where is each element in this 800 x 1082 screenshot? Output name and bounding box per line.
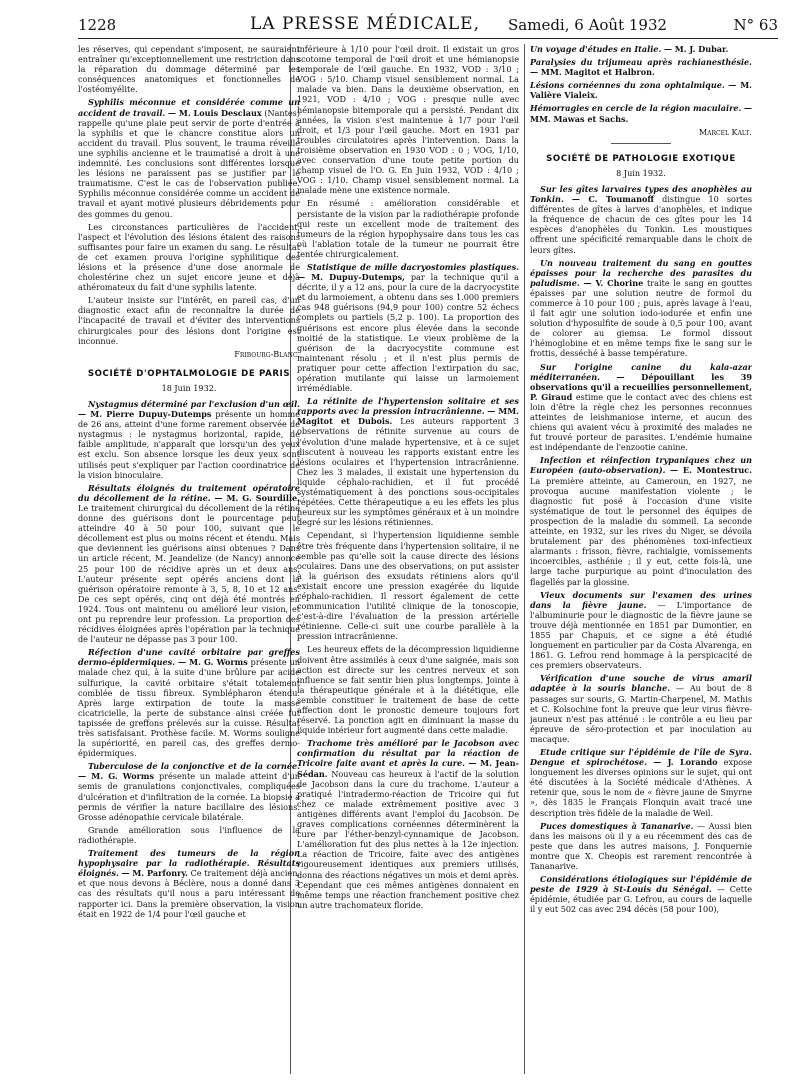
column-rule-2 xyxy=(524,44,525,1074)
article-virus-amaril xyxy=(530,673,752,744)
article-text: présente un malade chez qui, à la suite d'une brûlure par acide sulfurique, la cavité orbitaire s'était totalement comblée de tissu fibreux. Symblépharon étendu. Après large extirpation de toute la masse cicatricielle, la perte de substance ainsi créée fut tapissée de greffons prélevés sur la cuisse. Résultat très satisfaisant. Prothèse facile. M. Worms souligne la supériorité, en pareil cas, des greffes dermo-épidermiques. xyxy=(78,657,300,759)
article-paludisme xyxy=(530,258,752,359)
section-divider xyxy=(611,143,671,144)
paragraph: Les heureux effets de la décompression liquidienne doivent être assimilés à ceux d'une saignée, mais son action est directe sur les centres nerveux et son influence se fait sentir bien plus longtemps. Jointe à la thérapeutique générale et à la diététique, elle semble constituer le traitement de base de cette affection dont le pronostic demeure toujours fort réservé. La ponction agit en diminuant la masse du liquide intérieur fort augmenté dans cette maladie. xyxy=(297,644,519,736)
article-text: par la technique qu'il a décrite, il y a 12 ans, pour la cure de la dacryocystite et du larmoiement, a obtenu dans ses 1.000 premiers cas 948 guérisons (94,9 pour 100) contre 52 échecs complets ou partiels (5,2 p. 100). La proportion des guérisons est encore plus élevée dans la seconde moitié de la statistique. Le vieux problème de la guérison de la dacryocystite commune est maintenant résolu ; et il n'est plus permis de pratiquer pour cette affection l'extirpation du sac, opération mutilante qui laisse un larmoiement irrémédiable. xyxy=(297,272,519,394)
article-title: Tuberculose de la conjonctive et de la cornée. xyxy=(88,761,300,772)
article-trachome xyxy=(297,738,519,910)
item-title: Un voyage d'études en Italie. xyxy=(530,44,662,54)
column-3 xyxy=(530,44,752,1074)
article-retinite xyxy=(297,396,519,527)
article-author: — M. G. Sourdille. xyxy=(214,492,300,503)
page-number: 1228 xyxy=(78,16,117,34)
article-syra xyxy=(530,747,752,818)
issue-number: N° 63 xyxy=(733,16,778,34)
article-author: — M. Parfonry. xyxy=(121,868,188,879)
column-2 xyxy=(297,44,519,1074)
article-retine xyxy=(78,483,300,645)
article-nystagmus xyxy=(78,399,300,480)
article-title: Sur les gîtes larvaires types des anophèles au Tonkin. xyxy=(530,183,752,205)
article-title: Réfection d'une cavité orbitaire par greffes dermo-épidermiques. xyxy=(78,647,300,668)
article-text: présente un homme de 26 ans, atteint d'une forme rarement observée de nystagmus : le nystagmus horizontal, rapide, de faible amplitude, n'apparaît que lorsqu'un des yeux est exclu. Son absence lorsque les deux yeux sont utilisés peut s'expliquer par l'action coordinatrice de la vision binoculaire. xyxy=(78,409,300,480)
article-author: — C. Toumanoff xyxy=(571,194,654,205)
article-author: — V. Chorine xyxy=(583,277,644,288)
article-text: (Nantes) rappelle qu'une plaie peut servir de porte d'entrée à la syphilis et que le chancre constitue alors un accident du travail. Plus souvent, le trauma réveille une syphilis ancienne et le traumatisé a droit à une indemnité. Les conclusions sont différentes lorsque les lésions ne paraissent pas se justifier par le traumatisme. C'est le cas de l'observation publiée. Syphilis méconnue considérée comme un accident de travail et ayant motivé plusieurs débridements pour des gommes du genou. xyxy=(78,107,300,219)
article-trypaniques xyxy=(530,455,752,586)
article-text: Le traitement chirurgical du décollement de la rétine donne des guérisons dont le pourcentage peut atteindre 40 à 50 pour 100, suivant que le décollement est plus ou moins récent et étendu. Mais que deviennent les guérisons ainsi obtenues ? Dans un article récent, M. Jeandelize (de Nancy) annonce 25 pour 100 de récidive après un et deux ans. L'auteur présente sept opérés anciens dont la guérison opératoire remonte à 3, 5, 8, 10 et 12 ans. De ces sept opérés, cinq ont déjà été montrés en 1924. Tous ont maintenu ou amélioré leur vision, et ont pu reprendre leur profession. La proportion des récidives éloignées après l'opération par la technique de l'auteur ne dépasse pas 3 pour 100. xyxy=(78,502,300,645)
article-title: Infection et réinfection trypaniques chez un Européen (auto-observation). xyxy=(530,455,752,476)
article-text: La première atteinte, au Cameroun, en 1927, ne provoqua aucune manifestation violente ; le diagnostic fut posé à l'occasion d'une visite systématique de tout le personnel des équipes de prospection de la maladie du sommeil. La seconde atteinte, en 1932, sur les rives du Niger, se dévoila brutalement par des phénomènes toxi-infectieux alarmants : frisson, fièvre, rachialgie, vomissements incoercibles, asthénie ; il y eut, cette fois-là, une large tache purpurique au point d'inoculation des flagellés par la glossine. xyxy=(530,475,752,587)
article-text: Nouveau cas heureux à l'actif de la solution de Jacobson dans la cure du trachome. L'auteur a pratiqué l'intradermo-réaction de Tricoire qui fut chez ce malade extrêmement positive avec 3 antigènes différents avant l'emploi du Jacobson. De graves complications cornéennes déterminèrent la cure par l'éther-benzyl-cynnamique de Jacobson. L'amélioration fut des plus nettes à la 12e injection. La réaction de Tricoire, faite avec des antigènes rigoureusement identiques aux premiers utilisés, donna des réactions négatives un mois et demi après. Cependant que ces mêmes antigènes donnaient en même temps une réaction franchement positive chez un autre trachomateux floride. xyxy=(297,768,519,910)
article-text: Ce traitement déjà ancien, et que nous devons à Béclère, nous a donné dans 3 cas des résultats qu'il nous a paru intéressant de rapporter ici. Dans la première observation, la vision était en 1922 de 1/4 pour l'œil gauche et xyxy=(78,868,300,919)
item-title: Paralysies du trijumeau après rachianesthésie. xyxy=(530,57,752,68)
header-rule xyxy=(78,38,778,39)
paragraph: Grande amélioration sous l'influence de la radiothérapie. xyxy=(78,824,300,845)
communication-item xyxy=(530,103,752,123)
article-puces xyxy=(530,821,752,871)
communication-item xyxy=(530,57,752,77)
paragraph: En résumé : amélioration considérable et persistante de la vision par la radiothérapie profonde qui reste un excellent mode de traitement des tumeurs de la région hypophysaire dans tous les cas où l'ablation totale de la tumeur ne pourrait être tentée chirurgicalement. xyxy=(297,198,519,259)
item-author: — M. Valière Vialeix. xyxy=(530,80,752,101)
article-tuberculose xyxy=(78,761,300,822)
issue-date: Samedi, 6 Août 1932 xyxy=(508,16,668,34)
signature: Marcel Kalt. xyxy=(698,126,752,137)
article-text: — L'importance de l'albuminurie pour le diagnostic de la fièvre jaune se trouve déjà mentionnée en 1851 par Dumontier, en 1855 par Chapuis, et ce signe a été étudié longuement en particulier par da Costa Alvarenga, en 1861. G. Lefrou rend hommage à la perspicacité de ces premiers observateurs. xyxy=(530,599,752,671)
article-urines xyxy=(530,590,752,671)
paragraph: Les circonstances particulières de l'accident, l'aspect et l'évolution des lésions étaient des raisons suffisantes pour faire un examen du sang. Le résultat de cet examen prouva l'origine syphilitique des lésions et la présence d'une dose anormale de cholestérine chez un sujet encore jeune et déjà athéromateux du fait d'une syphilis latente. xyxy=(78,221,300,293)
page-header xyxy=(78,12,778,36)
article-title: Etude critique sur l'épidémie de l'île de Syra. Dengue et spirochétose. xyxy=(530,747,752,768)
article-peste xyxy=(530,874,752,914)
item-author: — MM. Mawas et Sachs. xyxy=(530,103,752,124)
article-author: — M. G. Worms xyxy=(78,771,155,782)
article-title: La rétinite de l'hypertension solitaire et ses rapports avec la pression intracrânienne. xyxy=(297,396,519,417)
article-text: estime que le contact avec des chiens est loin d'être la règle chez les personnes reconnues atteintes de leishmaniose interne, et aucun des chiens qui avaient vécu à proximité des malades ne fut trouvé porteur de parasites. L'endémie humaine est indépendante de l'enzootie canine. xyxy=(530,391,752,453)
section-date: 8 Juin 1932. xyxy=(616,167,666,178)
article-author: — J. Lorando xyxy=(653,757,718,768)
section-title: SOCIÉTÉ D'OPHTALMOLOGIE DE PARIS xyxy=(87,368,291,379)
article-anopheles xyxy=(530,184,752,255)
article-author: — M. Dupuy-Dutemps, xyxy=(297,272,405,283)
item-author: — M. J. Dubar. xyxy=(663,44,729,54)
article-text: distingue 10 sortes différentes de gîtes à larves d'anophèles, et indique la fréquence de chacun de ces gîtes pour les 14 espèces d'anophèles du Tonkin. Les moustiques offrent une spécificité remarquable dans le choix de leurs gîtes. xyxy=(530,194,752,255)
section-date: 18 Juin 1932. xyxy=(161,382,217,393)
article-kala-azar xyxy=(530,362,752,453)
item-title: Hémorragies en cercle de la région maculaire. xyxy=(530,103,742,114)
article-title: Vérification d'une souche de virus amaril adaptée à la souris blanche. xyxy=(530,673,752,694)
article-author: — E. Montestruc. xyxy=(670,465,752,476)
communication-item xyxy=(530,80,752,100)
paragraph: les réserves, qui cependant s'imposent, ne sauraient entraîner qu'exceptionnellement une restriction dans la réparation du dommage déterminé par les conséquences anatomiques et fonctionnelles de l'ostéomyélite. xyxy=(78,44,300,95)
item-author: — MM. Magitot et Halbron. xyxy=(530,67,655,78)
signature: Fribourg-Blanc. xyxy=(234,348,300,359)
article-title: Un nouveau traitement du sang en gouttes épaisses pour la recherche des parasites du paludisme. xyxy=(530,257,752,288)
article-author: — M. Louis Desclaux xyxy=(167,107,262,118)
article-title: Sur l'origine canine du kala-azar méditerranéen. xyxy=(530,361,752,382)
article-title: Considérations étiologiques sur l'épidémie de peste de 1929 à St-Louis du Sénégal. xyxy=(530,874,752,895)
article-title: Résultats éloignés du traitement opératoire du décollement de la rétine. xyxy=(78,482,300,503)
article-author: — MM. Magitot et Dubois. xyxy=(297,406,519,427)
article-title: Statistique de mille dacryostomies plastiques. xyxy=(307,261,519,272)
section-title: SOCIÉTÉ DE PATHOLOGIE EXOTIQUE xyxy=(546,153,736,164)
article-author: — M. G. Worms xyxy=(177,657,248,668)
item-title: Lésions cornéennes du zona ophtalmique. xyxy=(530,80,725,91)
journal-title: LA PRESSE MÉDICALE, xyxy=(250,14,480,34)
article-title: Syphilis méconnue et considérée comme un accident de travail. xyxy=(78,97,300,118)
article-text: traite le sang en gouttes épaisses par une solution neutre de formol du commerce à 10 pour 100 ; puis, après lavage à l'eau, il fait agir une solution iodo-iodurée et enfin une solution d'hyposulfite de soude à 0,5 pour 100, avant de colorer au giemsa. Le formol dissout l'hémoglobine et en même temps fixe le sang sur le frottis, desséché à basse température. xyxy=(530,277,752,359)
paragraph: L'auteur insiste sur l'intérêt, en pareil cas, d'un diagnostic exact afin de reconnaître la durée de l'incapacité de travail et d'éviter des interventions chirurgicales pour des lésions dont l'origine est inconnue. xyxy=(78,295,300,346)
article-title: Traitement des tumeurs de la région hypophysaire par la radiothérapie. Résultats éloignés. xyxy=(78,848,300,879)
article-syphilis xyxy=(78,97,300,218)
communication-item xyxy=(530,44,752,54)
article-text: — Aussi bien dans les maisons où il y a eu récemment des cas de peste que dans les autres maisons, J. Fonquernie montre que X. Cheopis est rarement rencontrée à Tananarive. xyxy=(530,820,752,872)
article-title: Trachome très amélioré par le Jacobson avec confirmation du résultat par la réaction de Tricoire faite avant et après la cure. xyxy=(297,738,519,769)
article-title: Puces domestiques à Tananarive. xyxy=(540,820,694,831)
article-author: — M. Pierre Dupuy-Dutemps xyxy=(78,409,212,420)
article-text: — Cette épidémie, étudiée par G. Lefrou, au cours de laquelle il y eut 502 cas avec 294 décès (58 pour 100), xyxy=(530,884,752,915)
column-1 xyxy=(78,44,300,1074)
article-text: — Au bout de 8 passages sur souris, G. Martin-Charpenel, M. Mathis et C. Kolsochine font la preuve que leur virus fièvre-jauneux n'est pas atténué : le contrôle a eu lieu par épreuve de séro-protection et par inoculation au macaque. xyxy=(530,683,752,744)
article-title: Vieux documents sur l'examen des urines dans la fièvre jaune. xyxy=(530,589,752,610)
article-title: Nystagmus déterminé par l'exclusion d'un œil. xyxy=(88,399,300,409)
article-orbite xyxy=(78,647,300,758)
article-hypophyse xyxy=(78,848,300,919)
article-author: — M. Jean-Sédan. xyxy=(297,758,519,779)
article-text: Les auteurs rapportent 3 observations de rétinite survenue au cours de l'évolution d'une malade hypertensive, et à ce sujet discutent à nouveau les rapports existant entre les lésions oculaires et l'hypertension intracrânienne. Chez les 3 malades, il existait une hypertension du liquide céphalo-rachidien, et il fut procédé systématiquement à des ponctions sous-occipitales répétées. Cette thérapeutique a eu les effets les plus heureux sur les symptômes généraux et à un moindre degré sur les lésions rétiniennes. xyxy=(297,416,519,528)
paragraph: inférieure à 1/10 pour l'œil droit. Il existait un gros scotome temporal de l'œil droit et une hémianopsie temporale de l'œil gauche. En 1932, VOD : 3/10 ; VOG : 5/10. Champ visuel sensiblement normal. La malade va bien. Dans la deuxième observation, en 1921, VOD : 4/10 ; VOG : presque nulle avec hémianopsie bitemporale qui a persisté. Pendant dix années, la vision s'est maintenue à 1/7 pour l'œil droit, et 1/3 pour l'œil gauche. Mort en 1931 par troubles circulatoires après l'intervention. Dans la troisième observation en 1930 VOD : 0 ; VOG, 1/10, avec conservation d'une toute petite portion du champ visuel de l'O. G. En Juin 1932, VOD : 4/10 ; VOG : 1/10. Champ visuel sensiblement normal. La malade mène une existence normale. xyxy=(297,44,519,196)
article-dacryostomies xyxy=(297,262,519,393)
article-text: présente un malade atteint d'un semis de granulations conjonctivales, compliquées d'ulcération et d'infiltration de la cornée. La biopsie a permis de vérifier la nature bacillaire des lésions. Grosse adénopathie cervicale bilatérale. xyxy=(78,771,300,822)
article-text: expose longuement les diverses opinions sur le sujet, qui ont été discutées à la Société médicale d'Athènes. A retenir que, sous le nom de « fièvre jaune de Smyrne », dès 1835 le Français Flonquin avait tracé une description très fidèle de la maladie de Weil. xyxy=(530,757,752,818)
paragraph: Cependant, si l'hypertension liquidienne semble être très fréquente dans l'hypertension solitaire, il ne semble pas qu'elle soit la cause directe des lésions oculaires. Dans une des observations, on put assister à la guérison des exsudats rétiniens alors qu'il existait encore une pression exagérée du liquide céphalo-rachidien. Il ressort également de cette communication l'utilité clinique de la tonoscopie, c'est-à-dire l'évaluation de la pression artérielle rétinienne. Celle-ci suit une courbe parallèle à la pression intracrânienne. xyxy=(297,530,519,642)
article-author: — Dépouillant les 39 observations qu'il a recueillies personnellement, P. Giraud xyxy=(530,371,752,402)
